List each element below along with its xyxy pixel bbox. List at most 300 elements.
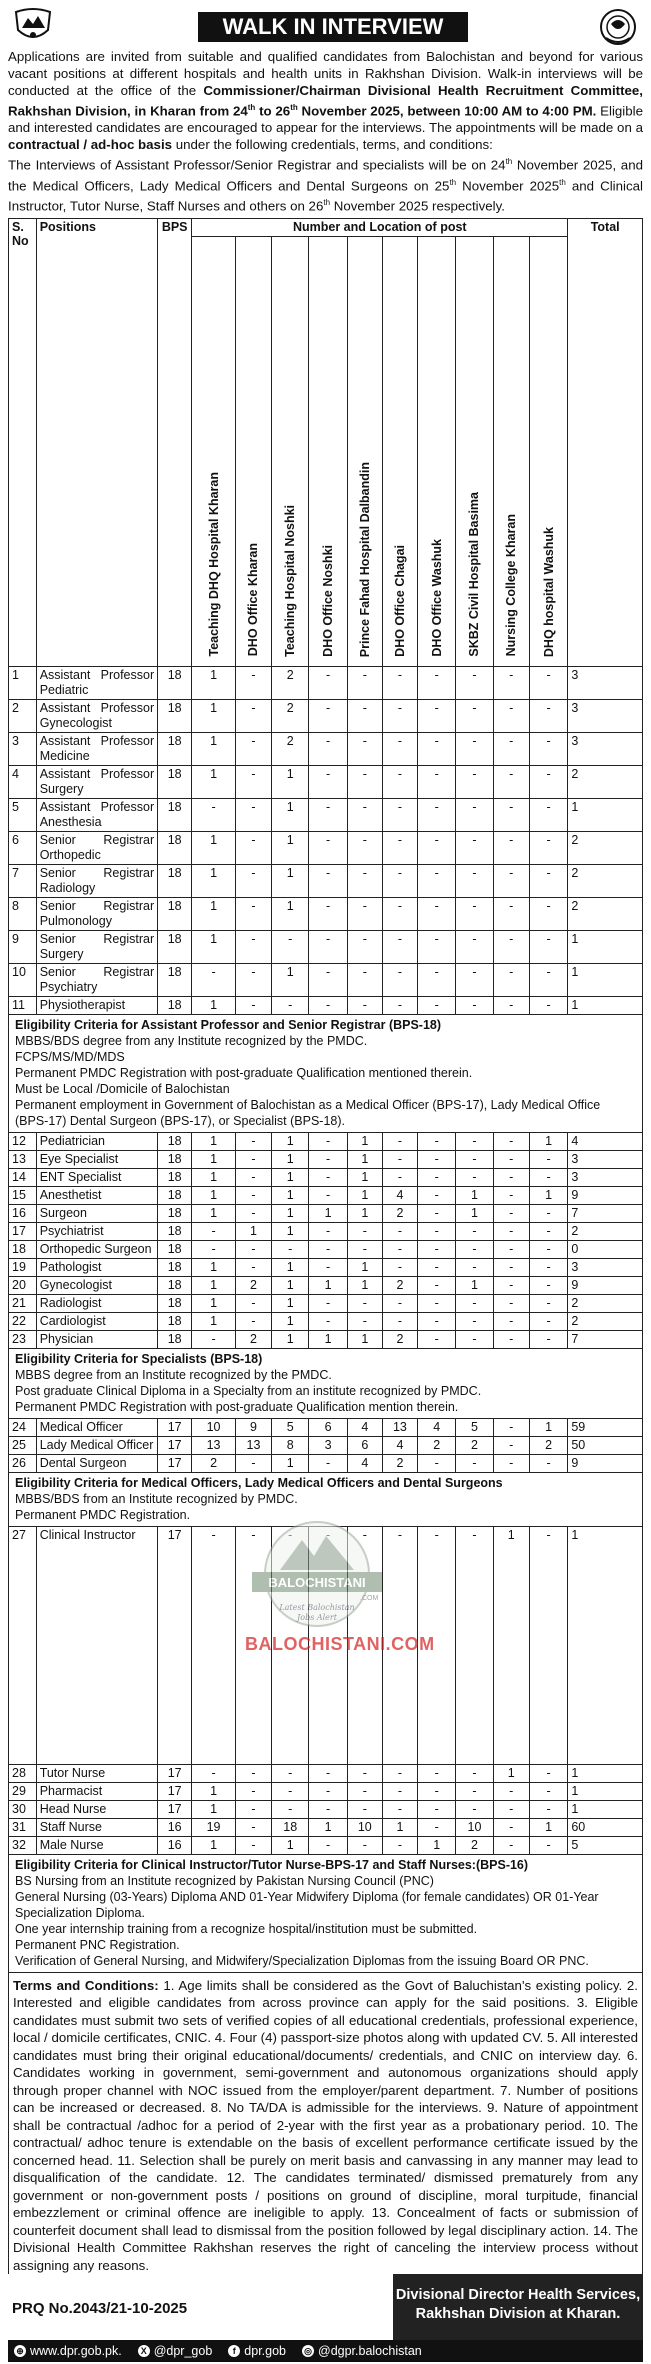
instagram-icon: ◎: [302, 2345, 314, 2357]
post-count-cell: -: [309, 798, 347, 831]
post-count-cell: -: [456, 1168, 493, 1186]
post-count-cell: 9: [235, 1418, 271, 1436]
post-count-cell: 1: [456, 1186, 493, 1204]
post-count-cell: -: [456, 1782, 493, 1800]
post-count-cell: -: [235, 1454, 271, 1472]
serial-cell: 24: [9, 1418, 37, 1436]
post-count-cell: -: [493, 1240, 529, 1258]
post-count-cell: 2: [192, 1454, 236, 1472]
criteria-line: MBBS/BDS from an Institute recognized by PMDC.: [15, 1491, 298, 1506]
total-cell: 60: [568, 1818, 643, 1836]
bps-cell: 18: [158, 1150, 192, 1168]
position-cell: Senior Registrar Pulmonology: [36, 897, 157, 930]
post-count-cell: 1: [272, 1168, 309, 1186]
post-count-cell: -: [235, 798, 271, 831]
post-count-cell: -: [418, 666, 456, 699]
health-department-emblem-icon: [597, 8, 639, 46]
total-cell: 9: [568, 1276, 643, 1294]
post-count-cell: -: [529, 1150, 568, 1168]
post-count-cell: -: [456, 1222, 493, 1240]
location-header: [529, 236, 568, 666]
serial-cell: 18: [9, 1240, 37, 1258]
post-count-cell: 5: [456, 1418, 493, 1436]
post-count-cell: -: [382, 996, 417, 1014]
post-count-cell: 1: [272, 765, 309, 798]
post-count-cell: 1: [192, 666, 236, 699]
criteria-line: BS Nursing from an Institute recognized by Pakistan Nursing Council (PNC): [15, 1873, 434, 1888]
post-count-cell: -: [235, 1800, 271, 1818]
post-count-cell: -: [272, 1240, 309, 1258]
total-cell: 5: [568, 1836, 643, 1854]
total-cell: 2: [568, 1294, 643, 1312]
location-header-label: Prince Fahad Hospital Dalbandin: [357, 461, 372, 657]
x-handle: @dpr_gob: [153, 2344, 213, 2359]
eligibility-criteria: [9, 1348, 643, 1418]
authority-line-2: Rakhshan Division at Kharan.: [415, 2306, 621, 2323]
position-cell: Senior Registrar Orthopedic: [36, 831, 157, 864]
sup-th: th: [559, 177, 566, 187]
post-count-cell: -: [235, 1258, 271, 1276]
post-count-cell: 1: [192, 1312, 236, 1330]
post-count-cell: 8: [272, 1436, 309, 1454]
post-count-cell: -: [272, 996, 309, 1014]
post-count-cell: -: [347, 864, 382, 897]
post-count-cell: -: [382, 1836, 417, 1854]
total-cell: 2: [568, 1222, 643, 1240]
post-count-cell: -: [347, 765, 382, 798]
post-count-cell: 1: [192, 1836, 236, 1854]
post-count-cell: -: [347, 996, 382, 1014]
post-count-cell: -: [493, 732, 529, 765]
criteria-line: Permanent PMDC Registration with post-graduate Qualification mentioned therein.: [15, 1065, 473, 1080]
eligibility-criteria-row: [9, 1348, 643, 1418]
authority-line-1: Divisional Director Health Services,: [395, 2287, 641, 2304]
post-count-cell: 6: [309, 1418, 347, 1436]
post-count-cell: -: [382, 1312, 417, 1330]
post-count-cell: 1: [192, 765, 236, 798]
post-count-cell: -: [382, 1294, 417, 1312]
post-count-cell: -: [347, 1836, 382, 1854]
total-cell: 2: [568, 1312, 643, 1330]
serial-cell: 4: [9, 765, 37, 798]
post-count-cell: 1: [529, 1186, 568, 1204]
serial-cell: 23: [9, 1330, 37, 1348]
post-count-cell: -: [456, 1764, 493, 1782]
serial-cell: 19: [9, 1258, 37, 1276]
post-count-cell: -: [309, 864, 347, 897]
position-cell: Tutor Nurse: [36, 1764, 157, 1782]
post-count-cell: 4: [418, 1418, 456, 1436]
post-count-cell: -: [493, 1186, 529, 1204]
serial-cell: 22: [9, 1312, 37, 1330]
criteria-line: FCPS/MS/MD/MDS: [15, 1049, 125, 1064]
post-count-cell: -: [309, 1764, 347, 1782]
post-count-cell: -: [493, 1330, 529, 1348]
total-cell: 4: [568, 1132, 643, 1150]
post-count-cell: -: [192, 798, 236, 831]
bps-cell: 18: [158, 1132, 192, 1150]
position-cell: Assistant Professor Surgery: [36, 765, 157, 798]
post-count-cell: -: [309, 1258, 347, 1276]
post-count-cell: 1: [272, 798, 309, 831]
table-row: [9, 1222, 643, 1240]
x-icon: X: [138, 2345, 150, 2357]
post-count-cell: -: [382, 1764, 417, 1782]
total-cell: 2: [568, 864, 643, 897]
post-count-cell: 1: [347, 1330, 382, 1348]
instagram-link[interactable]: [302, 2340, 422, 2362]
post-count-cell: -: [347, 1294, 382, 1312]
total-cell: 1: [568, 1526, 643, 1764]
post-count-cell: -: [382, 831, 417, 864]
post-count-cell: -: [192, 1526, 236, 1764]
post-count-cell: -: [235, 1240, 271, 1258]
serial-cell: 25: [9, 1436, 37, 1454]
serial-cell: 7: [9, 864, 37, 897]
post-count-cell: -: [309, 1132, 347, 1150]
position-cell: Assistant Professor Pediatric: [36, 666, 157, 699]
intro-p2-b: November 2025, and the Medical Officers, Lady Medical Officers and Dental Surgeons on 25: [8, 157, 643, 194]
position-cell: Radiologist: [36, 1294, 157, 1312]
bps-cell: 18: [158, 864, 192, 897]
post-count-cell: -: [192, 1222, 236, 1240]
post-count-cell: -: [418, 897, 456, 930]
serial-cell: 13: [9, 1150, 37, 1168]
bps-cell: 18: [158, 1312, 192, 1330]
post-count-cell: -: [529, 1204, 568, 1222]
criteria-line: Verification of General Nursing, and Midwifery/Specialization Diplomas from the issuing Board OR PNC.: [15, 1953, 589, 1968]
bps-cell: 16: [158, 1818, 192, 1836]
post-count-cell: -: [309, 1150, 347, 1168]
post-count-cell: -: [272, 1782, 309, 1800]
post-count-cell: 2: [235, 1330, 271, 1348]
sup-th: th: [323, 198, 331, 208]
post-count-cell: 13: [235, 1436, 271, 1454]
post-count-cell: -: [418, 1240, 456, 1258]
post-count-cell: -: [347, 1312, 382, 1330]
location-header-label: DHQ hospital Washuk: [541, 526, 556, 657]
post-count-cell: -: [493, 1782, 529, 1800]
post-count-cell: -: [382, 732, 417, 765]
location-header-label: Teaching Hospital Noshki: [283, 504, 298, 657]
position-cell: Senior Registrar Radiology: [36, 864, 157, 897]
post-count-cell: -: [309, 732, 347, 765]
post-count-cell: -: [382, 1782, 417, 1800]
post-count-cell: -: [235, 963, 271, 996]
table-row: [9, 1168, 643, 1186]
post-count-cell: -: [235, 1168, 271, 1186]
watermark-badge-tld: .COM: [360, 1595, 379, 1602]
intro-p2-e: November 2025 respectively.: [330, 198, 505, 214]
post-count-cell: 1: [272, 1276, 309, 1294]
intro-p1-e: Eligible and interested candidates are encouraged to appear for the interviews. The appointments will be made on a: [8, 103, 643, 136]
post-count-cell: -: [529, 666, 568, 699]
post-count-cell: -: [493, 765, 529, 798]
post-count-cell: 4: [382, 1186, 417, 1204]
table-row: [9, 1818, 643, 1836]
post-count-cell: -: [235, 1186, 271, 1204]
total-cell: 3: [568, 1258, 643, 1276]
post-count-cell: -: [493, 864, 529, 897]
serial-cell: 28: [9, 1764, 37, 1782]
post-count-cell: -: [456, 666, 493, 699]
post-count-cell: -: [235, 765, 271, 798]
post-count-cell: -: [235, 1204, 271, 1222]
location-header-label: DHO Office Washuk: [429, 539, 444, 657]
post-count-cell: 1: [192, 1204, 236, 1222]
post-count-cell: -: [309, 765, 347, 798]
bps-cell: 18: [158, 1330, 192, 1348]
position-cell: Staff Nurse: [36, 1818, 157, 1836]
post-count-cell: 1: [382, 1818, 417, 1836]
table-row: [9, 1782, 643, 1800]
criteria-line: Post graduate Clinical Diploma in a Specialty from an institute recognized by PMDC.: [15, 1383, 482, 1398]
post-count-cell: 1: [272, 897, 309, 930]
post-count-cell: 1: [192, 1800, 236, 1818]
post-count-cell: -: [235, 996, 271, 1014]
serial-cell: 32: [9, 1836, 37, 1854]
post-count-cell: -: [235, 1132, 271, 1150]
eligibility-criteria-row: [9, 1854, 643, 1972]
position-cell: Eye Specialist: [36, 1150, 157, 1168]
table-row: [9, 1132, 643, 1150]
post-count-cell: -: [529, 1294, 568, 1312]
post-count-cell: 2: [418, 1436, 456, 1454]
total-cell: 7: [568, 1330, 643, 1348]
post-count-cell: -: [418, 1258, 456, 1276]
bps-cell: 18: [158, 1276, 192, 1294]
footer: [8, 2274, 643, 2364]
post-count-cell: 2: [382, 1276, 417, 1294]
location-header: [382, 236, 417, 666]
post-count-cell: 4: [382, 1436, 417, 1454]
post-count-cell: 1: [529, 1132, 568, 1150]
post-count-cell: -: [529, 1836, 568, 1854]
position-cell: Head Nurse: [36, 1800, 157, 1818]
post-count-cell: -: [493, 996, 529, 1014]
facebook-icon: f: [228, 2345, 240, 2357]
post-count-cell: 1: [529, 1418, 568, 1436]
post-count-cell: -: [272, 1764, 309, 1782]
post-count-cell: -: [235, 1836, 271, 1854]
post-count-cell: 1: [192, 996, 236, 1014]
bps-cell: 17: [158, 1800, 192, 1818]
total-cell: 9: [568, 1186, 643, 1204]
post-count-cell: -: [418, 831, 456, 864]
bps-cell: 18: [158, 765, 192, 798]
serial-cell: 21: [9, 1294, 37, 1312]
post-count-cell: -: [235, 1294, 271, 1312]
post-count-cell: 1: [493, 1526, 529, 1764]
eligibility-criteria-row: [9, 1014, 643, 1132]
serial-cell: 20: [9, 1276, 37, 1294]
post-count-cell: -: [493, 897, 529, 930]
post-count-cell: -: [347, 798, 382, 831]
post-count-cell: -: [456, 864, 493, 897]
bps-cell: 18: [158, 1168, 192, 1186]
location-header-label: DHO Office Chagai: [392, 544, 407, 657]
post-count-cell: 1: [192, 1150, 236, 1168]
post-count-cell: -: [382, 1258, 417, 1276]
post-count-cell: -: [347, 963, 382, 996]
post-count-cell: -: [347, 1222, 382, 1240]
post-count-cell: -: [309, 930, 347, 963]
post-count-cell: -: [309, 1240, 347, 1258]
post-count-cell: -: [418, 1526, 456, 1764]
post-count-cell: -: [192, 1330, 236, 1348]
post-count-cell: -: [418, 864, 456, 897]
post-count-cell: -: [272, 1800, 309, 1818]
post-count-cell: -: [493, 1168, 529, 1186]
post-count-cell: -: [235, 897, 271, 930]
serial-cell: 10: [9, 963, 37, 996]
position-cell: Physiotherapist: [36, 996, 157, 1014]
post-count-cell: -: [456, 1258, 493, 1276]
watermark-badge-tagline-1: Latest Balochistan: [279, 1603, 355, 1612]
serial-cell: 31: [9, 1818, 37, 1836]
post-count-cell: 1: [347, 1204, 382, 1222]
table-row: [9, 1240, 643, 1258]
post-count-cell: 1: [192, 897, 236, 930]
criteria-line: Permanent PNC Registration.: [15, 1937, 180, 1952]
bps-cell: 18: [158, 996, 192, 1014]
criteria-line: MBBS/BDS degree from any Institute recognized by the PMDC.: [15, 1033, 368, 1048]
post-count-cell: -: [529, 996, 568, 1014]
bps-cell: 18: [158, 897, 192, 930]
post-count-cell: -: [456, 930, 493, 963]
table-row: [9, 1836, 643, 1854]
issuing-authority: [393, 2274, 643, 2340]
post-count-cell: -: [493, 1294, 529, 1312]
post-count-cell: -: [235, 831, 271, 864]
post-count-cell: -: [529, 1168, 568, 1186]
post-count-cell: -: [347, 930, 382, 963]
post-count-cell: -: [347, 699, 382, 732]
table-row: [9, 1150, 643, 1168]
post-count-cell: -: [493, 699, 529, 732]
post-count-cell: -: [382, 1150, 417, 1168]
post-count-cell: 1: [309, 1276, 347, 1294]
col-number-location: Number and Location of post: [192, 218, 568, 236]
post-count-cell: 1: [347, 1276, 382, 1294]
serial-cell: 9: [9, 930, 37, 963]
post-count-cell: -: [382, 1132, 417, 1150]
post-count-cell: 1: [347, 1258, 382, 1276]
post-count-cell: -: [347, 1800, 382, 1818]
intro-p1-a: Applications are invited from suitable and qualified candidates from Balochistan and beyond for various vacant positions at different hospitals and health units in Rakhshan Division. Walk-in interviews will be conducted at the office of the: [8, 49, 643, 98]
post-count-cell: -: [382, 1240, 417, 1258]
total-cell: 1: [568, 1800, 643, 1818]
criteria-line: One year internship training from a recognize hospital/institution must be submitted.: [15, 1921, 478, 1936]
post-count-cell: 2: [529, 1436, 568, 1454]
post-count-cell: -: [309, 666, 347, 699]
table-row: [9, 1258, 643, 1276]
eligibility-criteria: [9, 1854, 643, 1972]
post-count-cell: 1: [192, 930, 236, 963]
serial-cell: 15: [9, 1186, 37, 1204]
post-count-cell: 2: [272, 732, 309, 765]
post-count-cell: -: [347, 732, 382, 765]
table-row: [9, 1454, 643, 1472]
post-count-cell: -: [493, 1836, 529, 1854]
position-cell: Anesthetist: [36, 1186, 157, 1204]
header: [8, 8, 643, 48]
table-row: [9, 1312, 643, 1330]
total-cell: 1: [568, 963, 643, 996]
post-count-cell: 1: [309, 1204, 347, 1222]
post-count-cell: 2: [235, 1276, 271, 1294]
post-count-cell: -: [418, 1186, 456, 1204]
post-count-cell: -: [192, 963, 236, 996]
post-count-cell: -: [309, 996, 347, 1014]
post-count-cell: -: [529, 1276, 568, 1294]
post-count-cell: -: [456, 1132, 493, 1150]
total-cell: 2: [568, 831, 643, 864]
post-count-cell: 2: [382, 1454, 417, 1472]
post-count-cell: -: [347, 1782, 382, 1800]
post-count-cell: -: [456, 699, 493, 732]
total-cell: 2: [568, 765, 643, 798]
post-count-cell: 1: [347, 1132, 382, 1150]
website-link[interactable]: [14, 2340, 122, 2362]
serial-cell: 26: [9, 1454, 37, 1472]
post-count-cell: 1: [272, 864, 309, 897]
post-count-cell: -: [309, 1222, 347, 1240]
post-count-cell: -: [529, 732, 568, 765]
post-count-cell: 10: [347, 1818, 382, 1836]
facebook-handle: dpr.gob: [244, 2344, 287, 2359]
bps-cell: 18: [158, 1240, 192, 1258]
post-count-cell: -: [529, 1312, 568, 1330]
post-count-cell: 10: [192, 1418, 236, 1436]
bps-cell: 18: [158, 963, 192, 996]
intro-p1-b: Commissioner/Chairman Divisional Health Recruitment Committee, Rakhshan Division, in Kharan from 24: [8, 83, 643, 119]
col-positions: Positions: [36, 218, 157, 666]
table-row: [9, 930, 643, 963]
post-count-cell: 1: [192, 864, 236, 897]
x-link[interactable]: [138, 2340, 213, 2362]
bps-cell: 18: [158, 798, 192, 831]
serial-cell: 5: [9, 798, 37, 831]
post-count-cell: -: [382, 930, 417, 963]
bps-cell: 18: [158, 699, 192, 732]
post-count-cell: -: [493, 1800, 529, 1818]
post-count-cell: -: [493, 1818, 529, 1836]
post-count-cell: -: [382, 864, 417, 897]
location-header: [347, 236, 382, 666]
post-count-cell: -: [347, 1240, 382, 1258]
post-count-cell: -: [347, 897, 382, 930]
post-count-cell: 1: [309, 1330, 347, 1348]
facebook-link[interactable]: [228, 2340, 286, 2362]
serial-cell: 3: [9, 732, 37, 765]
post-count-cell: 18: [272, 1818, 309, 1836]
post-count-cell: -: [456, 732, 493, 765]
post-count-cell: -: [418, 963, 456, 996]
criteria-line: MBBS degree from an Institute recognized by the PMDC.: [15, 1367, 332, 1382]
criteria-heading: Eligibility Criteria for Assistant Professor and Senior Registrar (BPS-18): [15, 1017, 442, 1032]
location-header: [192, 236, 236, 666]
post-count-cell: -: [309, 1800, 347, 1818]
table-row: [9, 897, 643, 930]
post-count-cell: -: [418, 996, 456, 1014]
post-count-cell: -: [309, 897, 347, 930]
post-count-cell: 2: [272, 699, 309, 732]
table-row: [9, 732, 643, 765]
serial-cell: 6: [9, 831, 37, 864]
post-count-cell: 13: [382, 1418, 417, 1436]
table-row: [9, 1330, 643, 1348]
